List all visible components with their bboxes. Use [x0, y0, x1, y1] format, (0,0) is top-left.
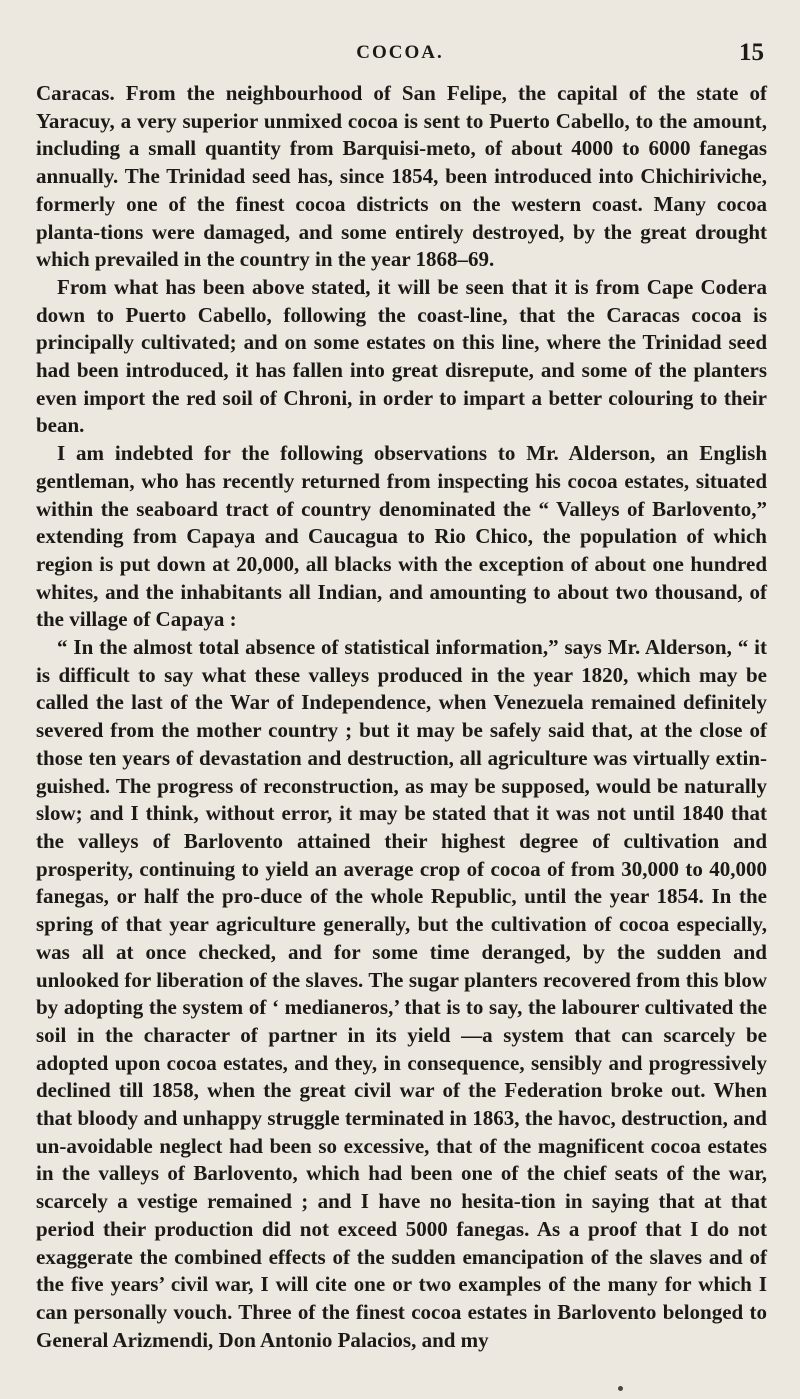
paragraph: “ In the almost total absence of statistical information,” says Mr. Alderson, “ it is difficult to say what these valleys produced in the year 1820, which may be called the last of the War of Independence, when Venezuela remained definitely severed from the mother country ; but it may be safely said that, at the close of those ten years of devastation and destruction, all agriculture was virtually extin-guished. The progress of reconstruction, as may be supposed, would be naturally slow; and I think, without error, it may be stated that it was not until 1840 that the valleys of Barlovento attained their highest degree of cultivation and prosperity, continuing to yield an average crop of cocoa of from 30,000 to 40,000 fanegas, or half the pro-duce of the whole Republic, until the year 1854. In the spring of that year agriculture generally, but the cultivation of cocoa especially, was all at once checked, and for some time deranged, by the sudden and unlooked for liberation of the slaves. The sugar planters recovered from this blow by adopting the system of ‘ medianeros,’ that is to say, the labourer cultivated the soil in the character of partner in its yield —a system that can scarcely be adopted upon cocoa estates, and they, in consequence, sensibly and progressively declined till 1858, when the great civil war of the Federation broke out. When that bloody and unhappy struggle terminated in 1863, the havoc, destruction, and un-avoidable neglect had been so excessive, that of the magnificent cocoa estates in the valleys of Barlovento, which had been one of the chief seats of the war, scarcely a vestige remained ; and I have no hesita-tion in saying that at that period their production did not exceed 5000 fanegas. As a proof that I do not exaggerate the combined effects of the sudden emancipation of the slaves and of the five years’ civil war, I will cite one or two examples of the many for which I can personally vouch. Three of the finest cocoa estates in Barlovento belonged to General Arizmendi, Don Antonio Palacios, and my	[36, 635, 767, 1352]
page-number: 15	[739, 39, 764, 66]
ink-dot	[618, 1386, 623, 1391]
paragraph: Caracas. From the neighbourhood of San Felipe, the capital of the state of Yaracuy, a very superior unmixed cocoa is sent to Puerto Cabello, to the amount, including a small quantity from Barquisi-meto, of about 4000 to 6000 fanegas annually. The Trinidad seed has, since 1854, been introduced into Chichiriviche, formerly one of the finest cocoa districts on the western coast. Many cocoa planta-tions were damaged, and some entirely destroyed, by the great drought which prevailed in the country in the year 1868–69.	[36, 81, 767, 272]
body-text	[36, 80, 767, 1354]
paragraph: From what has been above stated, it will be seen that it is from Cape Codera down to Puerto Cabello, following the coast-line, that the Caracas cocoa is principally cultivated; and on some estates on this line, where the Trinidad seed had been introduced, it has fallen into great disrepute, and some of the planters even import the red soil of Chroni, in order to impart a better colouring to their bean.	[36, 274, 767, 438]
running-title: COCOA.	[356, 42, 444, 63]
paragraph: I am indebted for the following observations to Mr. Alderson, an English gentleman, who has recently returned from inspecting his cocoa estates, situated within the seaboard tract of country denominated the “ Valleys of Barlovento,” extending from Capaya and Caucagua to Rio Chico, the population of which region is put down at 20,000, all blacks with the exception of about one hundred whites, and the inhabitants all Indian, and amounting to about two thousand, of the village of Capaya :	[36, 441, 767, 632]
running-header	[30, 30, 770, 70]
